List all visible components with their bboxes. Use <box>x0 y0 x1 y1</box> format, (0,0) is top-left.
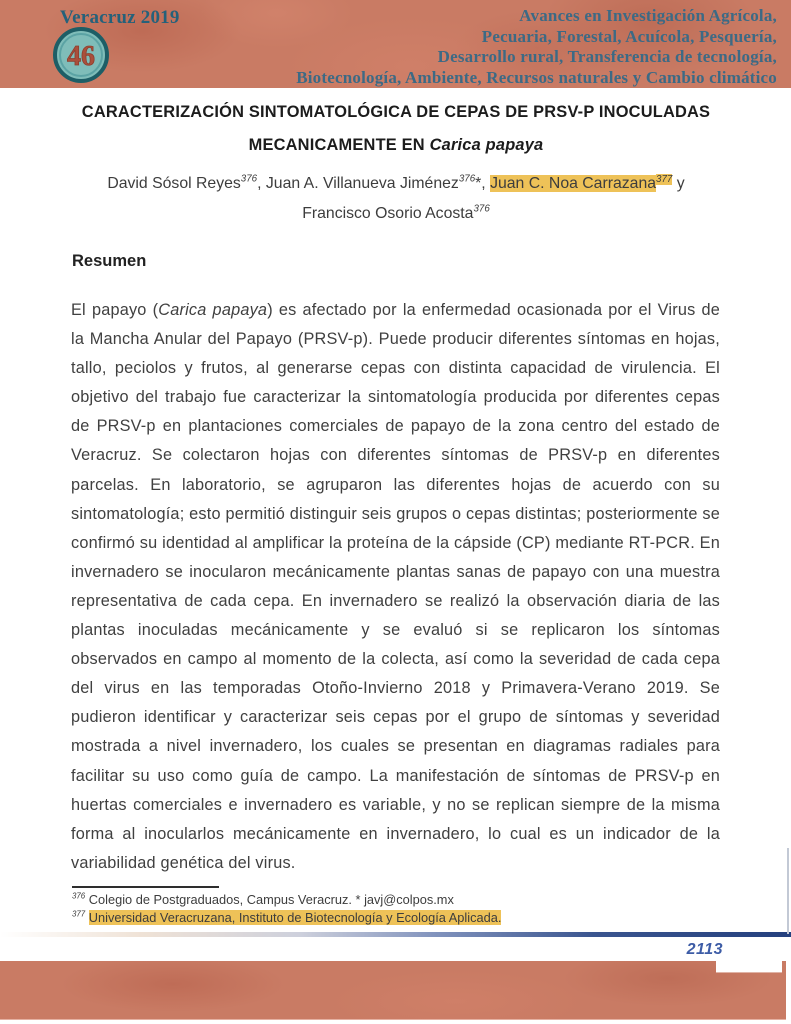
paper-title <box>66 96 726 162</box>
abstract-text: El papayo (Carica papaya) es afectado por la enfermedad ocasionada por el Virus de la Mancha Anular del Papayo (PRSV-p). Puede producir diferentes síntomas en hojas, tallo, peciolos y frutos, al generarse cepas con distinta capacidad de virulencia. El objetivo del trabajo fue caracterizar la sintomatología producida por diferentes cepas de PRSV-p en plantaciones comerciales de papayo de la zona centro del estado de Veracruz. Se colectaron hojas con diferentes síntomas de PRSV-p en diferentes parcelas. En laboratorio, se agruparon las diferentes hojas de acuerdo con su sintomatología; esto permitió distinguir seis grupos o cepas distintas; posteriormente se confirmó su identidad al amplificar la proteína de la cápside (CP) mediante RT-PCR. En invernadero se inocularon mecánicamente plantas sanas de papayo con una muestra representativa de cada cepa. En invernadero se realizó la observación diaria de las plantas inoculadas mecánicamente y se evaluó si se replicaron los síntomas observados en campo al momento de la colecta, así como la severidad de cada cepa del virus en las temporadas Otoño-Invierno 2018 y Primavera-Verano 2019. Se pudieron identificar y caracterizar seis cepas por el grupo de síntomas y severidad mostrada a nivel invernadero, los cuales se presentan en diagramas radiales para facilitar su uso como guía de campo. La manifestación de síntomas de PRSV-p en huertas comerciales e invernadero es variable, y no se replican siempre de la misma forma al inocularlos mecánicamente en invernadero, lo cual es un indicador de la variabilidad genética del virus. <box>71 301 721 872</box>
author-line: David Sósol Reyes$^{376}$, Juan A. Villanueva Jiménez$^{376}$*, Juan C. Noa Carrazana$^{377}$ y Francisco Osorio Acosta$^{376}$ <box>107 173 685 222</box>
conference-header <box>0 0 791 88</box>
paper-title-line2: MECANICAMENTE EN Carica papaya <box>248 136 544 154</box>
abstract-heading: Resumen <box>72 252 147 270</box>
conference-name: Veracruz 2019 <box>60 7 180 28</box>
footer-band <box>0 961 786 1020</box>
footer-notch <box>716 961 782 973</box>
footnote-divider <box>72 886 219 888</box>
footer-gradient-rule <box>0 932 791 937</box>
footnote-377: $^{377}$ Universidad Veracruzana, Instituto de Biotecnología y Ecología Aplicada. <box>72 909 502 925</box>
page-number: 2113 <box>686 941 723 958</box>
svg-text:46: 46 <box>67 41 95 72</box>
paper-title-line1: CARACTERIZACIÓN SINTOMATOLÓGICA DE CEPAS DE PRSV-P INOCULADAS <box>81 103 711 121</box>
footnote-376: $^{376}$ Colegio de Postgraduados, Campus Veracruz. * javj@colpos.mx <box>72 891 454 907</box>
conference-tagline: Avances en Investigación Agrícola, Pecuaria, Forestal, Acuícola, Pesquería, Desarrollo rural, Transferencia de tecnología, Biotecnología, Ambiente, Recursos naturales y Cambio climático <box>296 6 777 87</box>
conference-logo-icon <box>52 26 110 84</box>
footnotes <box>72 891 721 926</box>
next-page-edge <box>787 848 789 934</box>
